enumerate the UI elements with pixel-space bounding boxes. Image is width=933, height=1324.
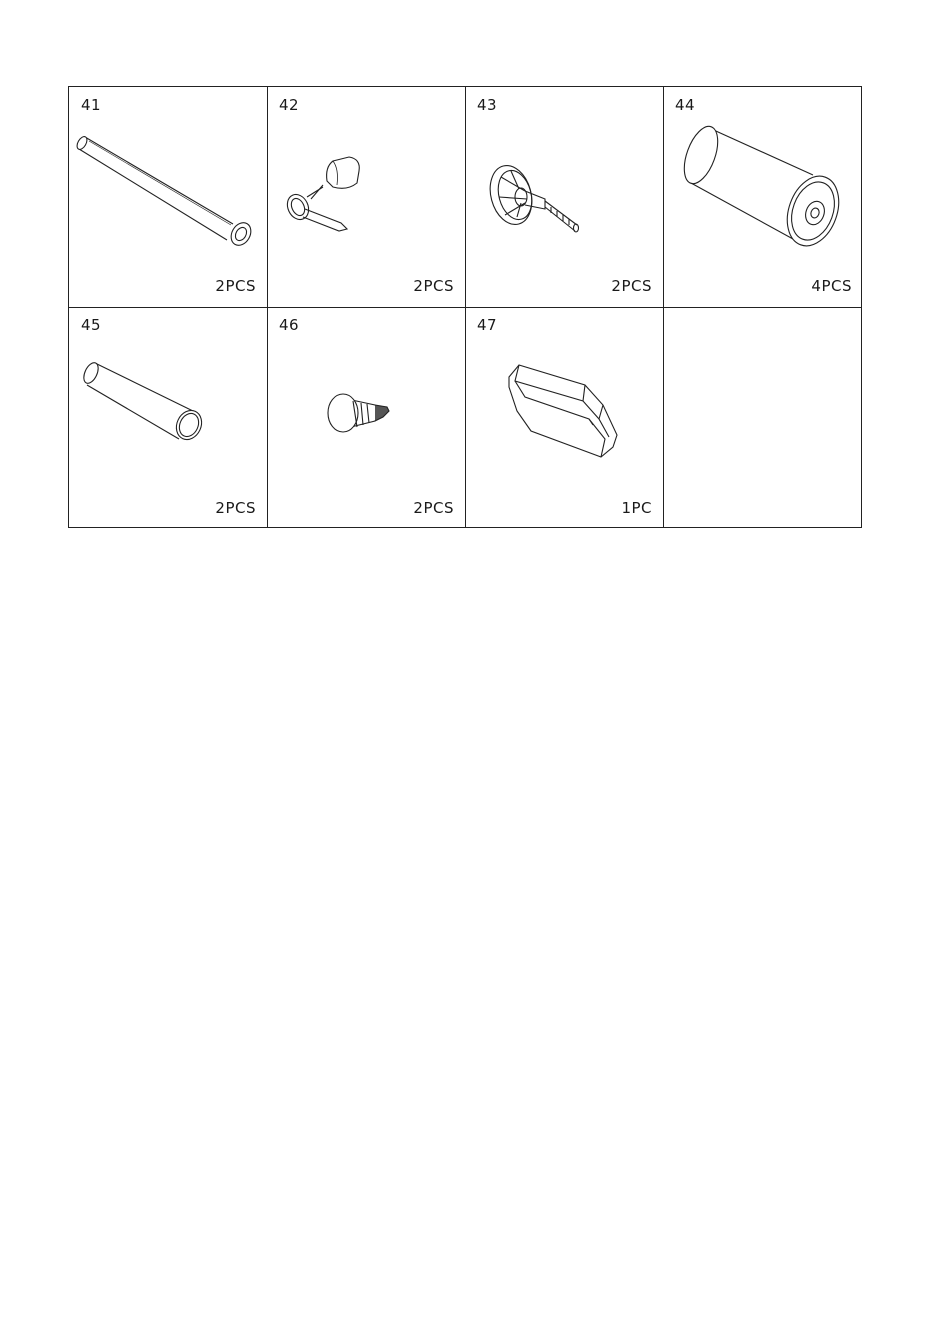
part-number: 41 — [81, 96, 102, 114]
part-number: 44 — [675, 96, 696, 114]
part-number: 43 — [477, 96, 498, 114]
short-tube-icon — [69, 307, 267, 527]
part-quantity: 1PC — [621, 499, 652, 517]
parts-table — [68, 86, 862, 528]
part-quantity: 2PCS — [215, 499, 256, 517]
part-cell-43 — [465, 87, 663, 307]
knob-bolt-icon — [465, 87, 663, 307]
end-cap-icon — [267, 307, 465, 527]
snap-clip-icon — [267, 87, 465, 307]
part-quantity: 4PCS — [811, 277, 852, 295]
part-quantity: 2PCS — [413, 277, 454, 295]
part-quantity: 2PCS — [413, 499, 454, 517]
part-cell-42 — [267, 87, 465, 307]
empty-cell — [663, 307, 863, 529]
part-cell-46 — [267, 307, 465, 529]
roller-icon — [663, 87, 861, 307]
part-quantity: 2PCS — [611, 277, 652, 295]
part-cell-44 — [663, 87, 863, 307]
part-quantity: 2PCS — [215, 277, 256, 295]
handle-grip-icon — [465, 307, 663, 527]
part-number: 45 — [81, 316, 102, 334]
part-number: 47 — [477, 316, 498, 334]
long-tube-icon — [69, 87, 267, 307]
part-cell-47 — [465, 307, 663, 529]
part-cell-45 — [69, 307, 267, 529]
part-number: 46 — [279, 316, 300, 334]
part-cell-41 — [69, 87, 267, 307]
part-number: 42 — [279, 96, 300, 114]
